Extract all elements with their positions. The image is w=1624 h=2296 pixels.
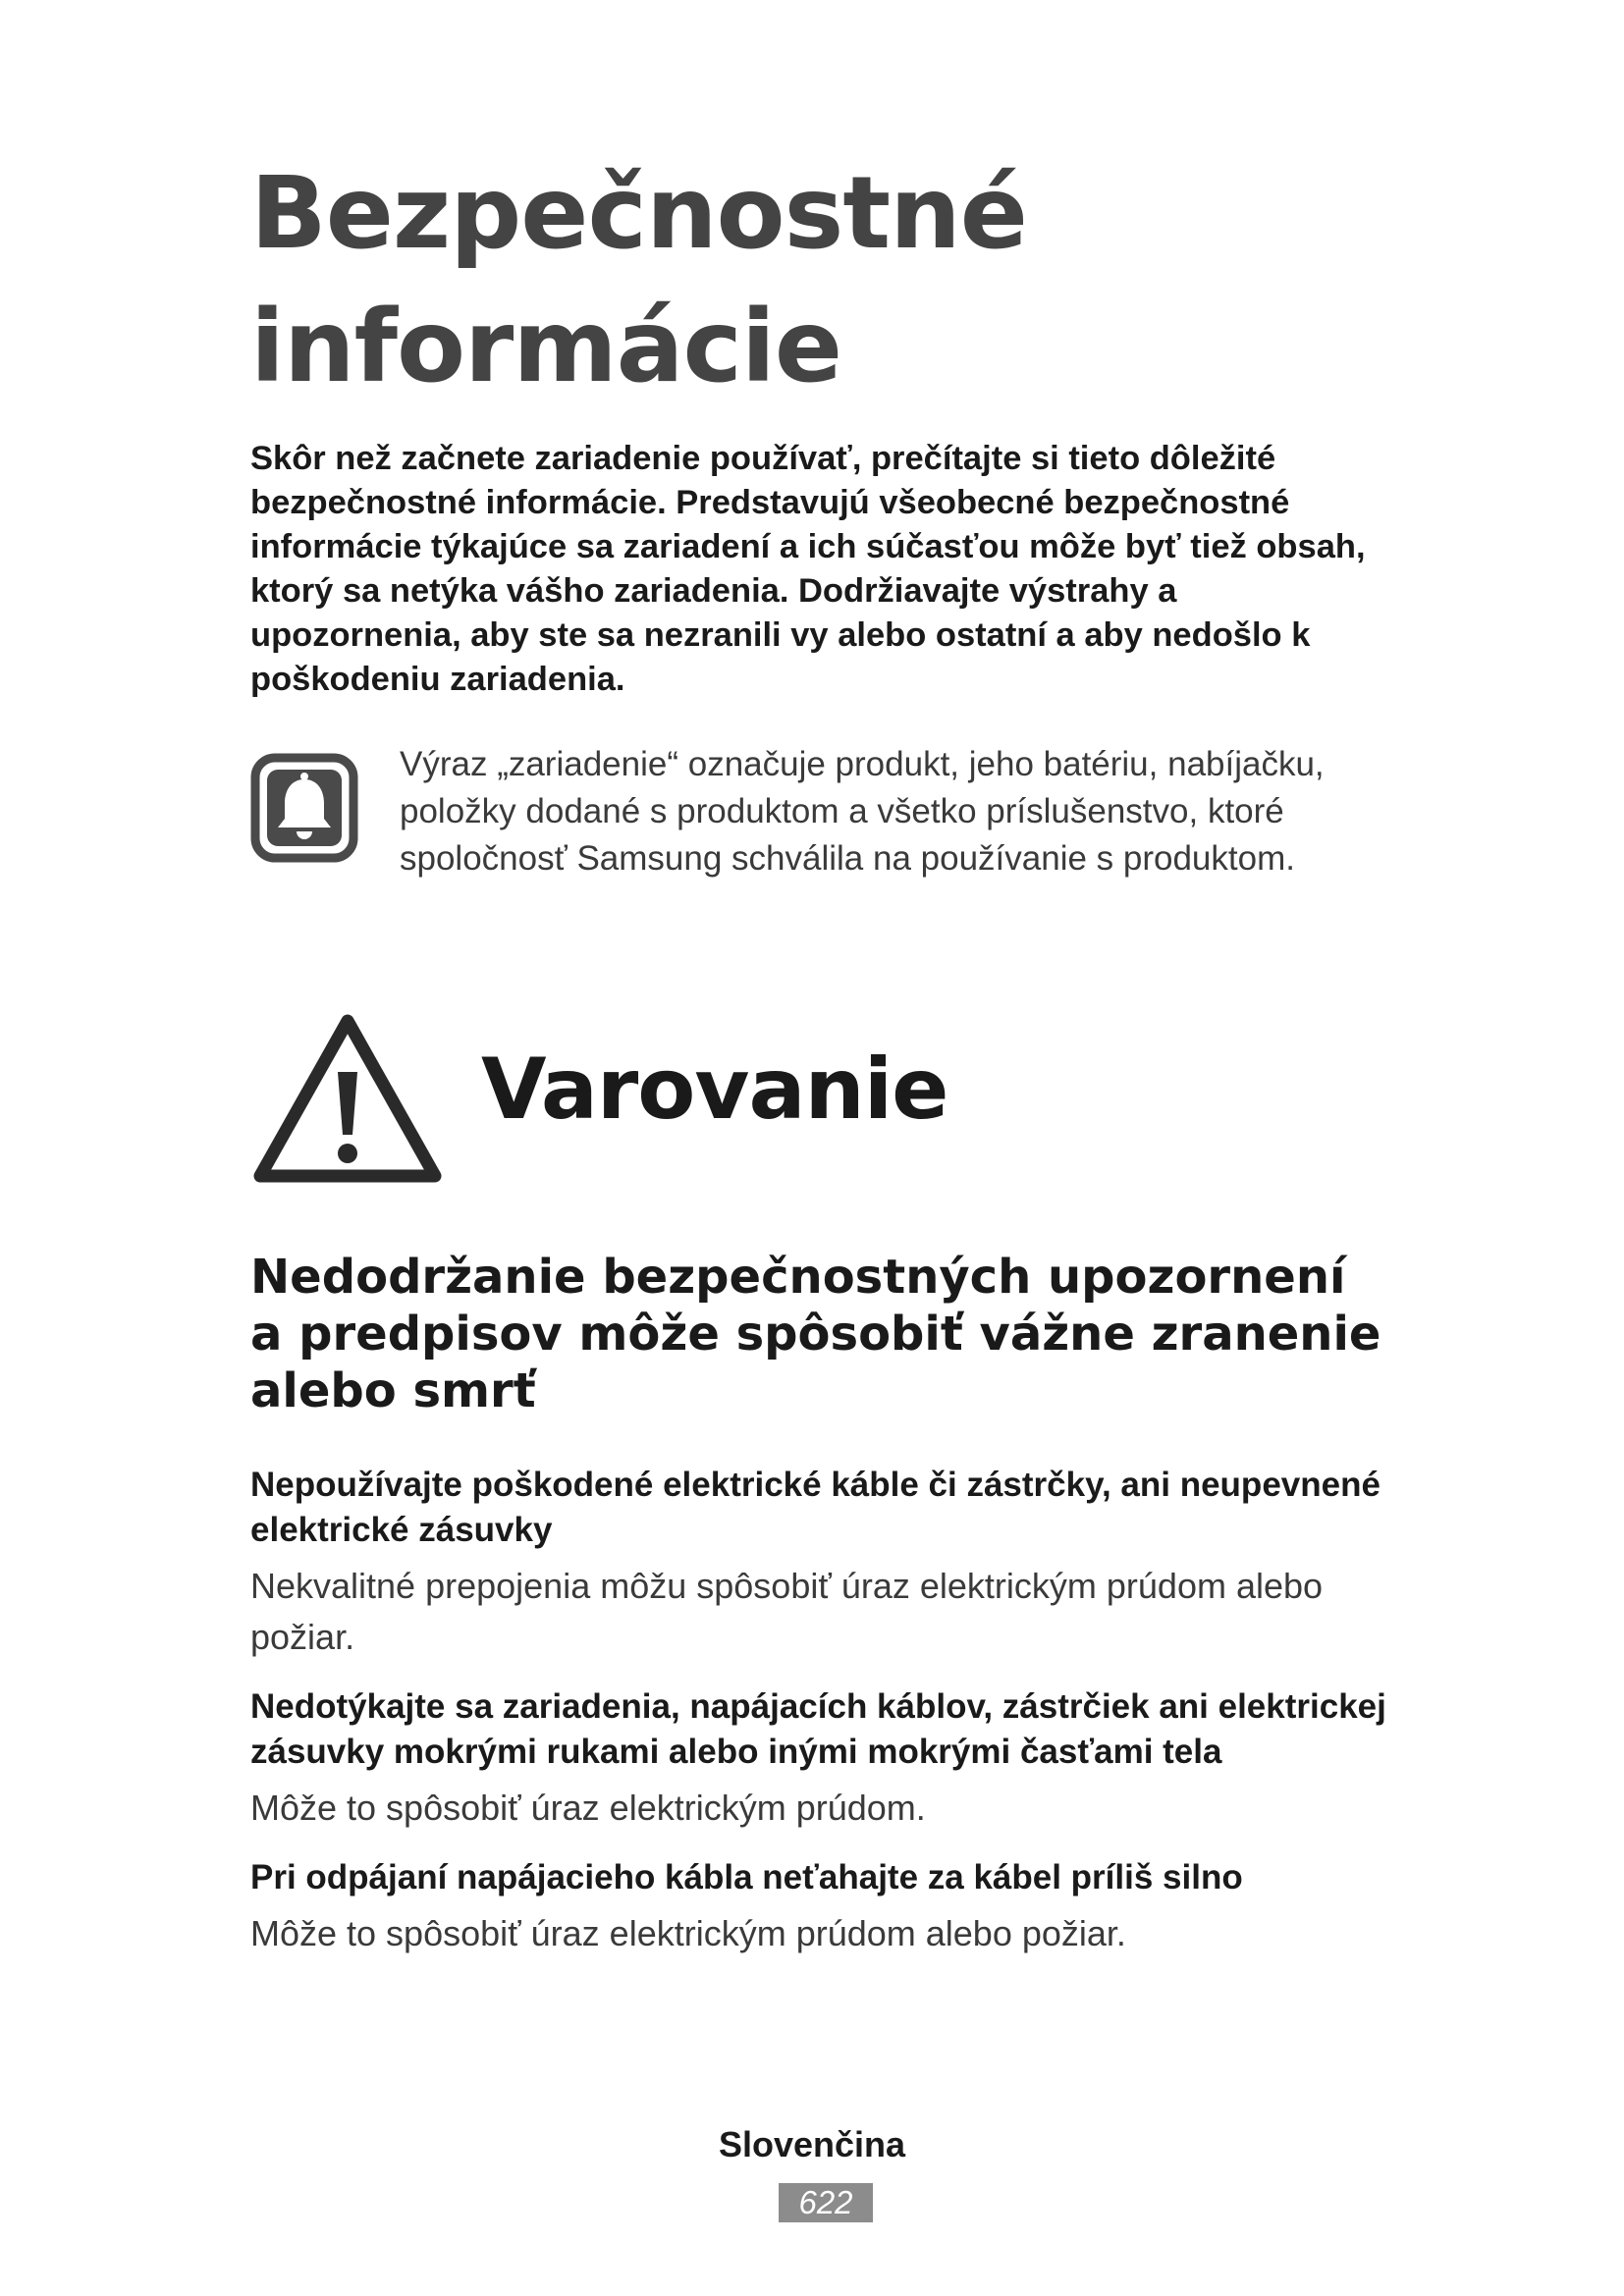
safety-item-heading: Nedotýkajte sa zariadenia, napájacích káblov, zástrčiek ani elektrickej zásuvky mokrými rukami alebo inými mokrými časťami tela: [250, 1687, 1386, 1771]
warning-title: Varovanie: [481, 1041, 948, 1139]
safety-item-body: Môže to spôsobiť úraz elektrickým prúdom.: [250, 1788, 926, 1828]
page-title-line-2: informácie: [250, 289, 842, 405]
safety-item-heading: Pri odpájaní napájacieho kábla neťahajte za kábel príliš silno: [250, 1858, 1243, 1896]
page-title-line-1: Bezpečnostné: [250, 155, 1027, 272]
notice-block: [250, 741, 1389, 898]
page-title: [250, 147, 1232, 414]
safety-items: [250, 1463, 1399, 1981]
safety-item-body: Môže to spôsobiť úraz elektrickým prúdom alebo požiar.: [250, 1913, 1126, 1953]
footer-language: Slovenčina: [718, 2124, 906, 2164]
safety-item: [250, 1684, 1399, 1834]
safety-item: [250, 1463, 1399, 1663]
page-number: 622: [779, 2183, 873, 2222]
section-heading: Nedodržanie bezpečnostných upozornení a predpisov môže spôsobiť vážne zranenie alebo smrť: [250, 1250, 1381, 1418]
warning-triangle-icon: [250, 1011, 445, 1186]
safety-item: [250, 1855, 1399, 1959]
notice-text: Výraz „zariadenie“ označuje produkt, jeho batériu, nabíjačku, položky dodané s produktom a všetko príslušenstvo, ktoré spoločnosť Samsung schválila na používanie s produktom.: [400, 745, 1325, 878]
intro-paragraph: Skôr než začnete zariadenie používať, prečítajte si tieto dôležité bezpečnostné informácie. Predstavujú všeobecné bezpečnostné informácie týkajúce sa zariadení a ich súčasťou môže byť tiež obsah, ktorý sa netýka vášho zariadenia. Dodržiavajte výstrahy a upozornenia, aby ste sa nezranili vy alebo ostatní a aby nedošlo k poškodeniu zariadenia.: [250, 440, 1366, 698]
notification-bell-icon: [250, 753, 358, 863]
warning-header: [250, 1011, 1232, 1188]
safety-item-body: Nekvalitné prepojenia môžu spôsobiť úraz elektrickým prúdom alebo požiar.: [250, 1566, 1324, 1657]
safety-item-heading: Nepoužívajte poškodené elektrické káble či zástrčky, ani neupevnené elektrické zásuvky: [250, 1466, 1380, 1549]
